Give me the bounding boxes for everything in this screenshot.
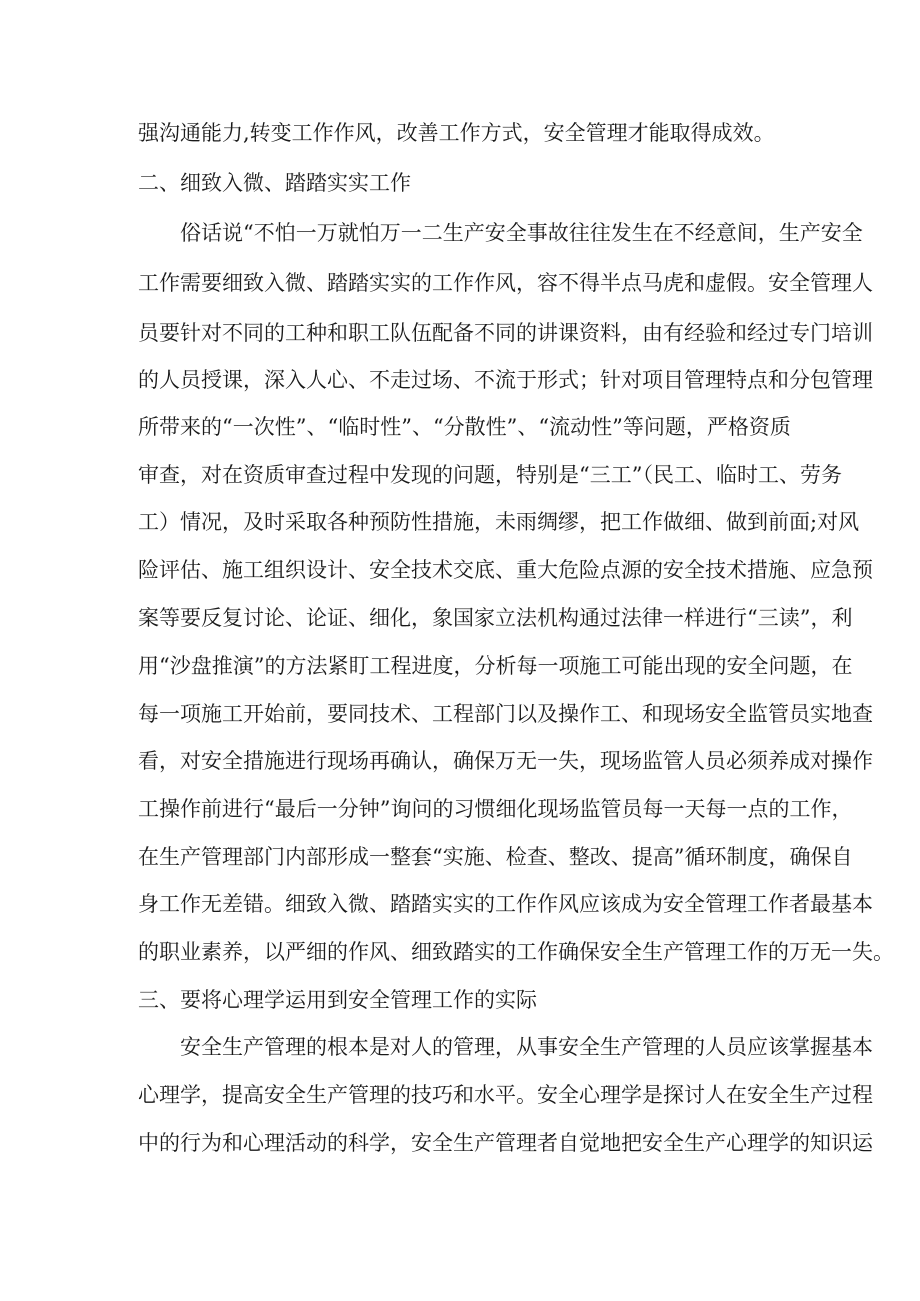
paragraph-line: 每一项施工开始前，要同技术、工程部门以及操作工、和现场安全监管员实地查 <box>138 702 873 726</box>
paragraph-line: 中的行为和心理活动的科学，安全生产管理者自觉地把安全生产心理学的知识运 <box>138 1131 873 1155</box>
paragraph-line: 的职业素养，以严细的作风、细致踏实的工作确保安全生产管理工作的万无一失。 <box>138 940 894 964</box>
paragraph-line: 所带来的“一次性”、“临时性”、“分散性”、“流动性”等问题，严格资质 <box>138 415 791 439</box>
paragraph-line: 工）情况，及时采取各种预防性措施，未雨绸缪，把工作做细、做到前面;对风 <box>138 510 860 534</box>
paragraph-line: 强沟通能力,转变工作作风，改善工作方式，安全管理才能取得成效。 <box>138 121 775 145</box>
paragraph-line: 心理学，提高安全生产管理的技巧和水平。安全心理学是探讨人在安全生产过程 <box>138 1083 873 1107</box>
paragraph-line: 在生产管理部门内部形成一整套“实施、检查、整改、提高”循环制度，确保自 <box>138 845 853 869</box>
section-heading: 二、细致入微、踏踏实实工作 <box>138 171 411 195</box>
paragraph-line: 工操作前进行“最后一分钟”询问的习惯细化现场监管员每一天每一点的工作， <box>138 797 853 821</box>
paragraph-line: 身工作无差错。细致入微、踏踏实实的工作作风应该成为安全管理工作者最基本 <box>138 892 873 916</box>
paragraph-line: 工作需要细致入微、踏踏实实的工作作风，容不得半点马虎和虚假。安全管理人 <box>138 271 873 295</box>
paragraph-line: 员要针对不同的工种和职工队伍配备不同的讲课资料，由有经验和经过专门培训 <box>138 321 873 345</box>
paragraph-line: 用“沙盘推演”的方法紧盯工程进度，分析每一项施工可能出现的安全问题，在 <box>138 654 853 678</box>
paragraph-line: 安全生产管理的根本是对人的管理，从事安全生产管理的人员应该掌握基本 <box>180 1035 873 1059</box>
paragraph-line: 险评估、施工组织设计、安全技术交底、重大危险点源的安全技术措施、应急预 <box>138 558 873 582</box>
section-heading: 三、要将心理学运用到安全管理工作的实际 <box>138 988 537 1012</box>
paragraph-line: 俗话说“不怕一万就怕万一二生产安全事故往往发生在不经意间，生产安全 <box>180 221 863 245</box>
paragraph-line: 的人员授课，深入人心、不走过场、不流于形式；针对项目管理特点和分包管理 <box>138 368 873 392</box>
paragraph-line: 审查，对在资质审查过程中发现的问题，特别是“三工”（民工、临时工、劳务 <box>138 463 842 487</box>
paragraph-line: 案等要反复讨论、论证、细化，象国家立法机构通过法律一样进行“三读”，利 <box>138 606 853 630</box>
paragraph-line: 看，对安全措施进行现场再确认，确保万无一失，现场监管人员必须养成对操作 <box>138 749 873 773</box>
